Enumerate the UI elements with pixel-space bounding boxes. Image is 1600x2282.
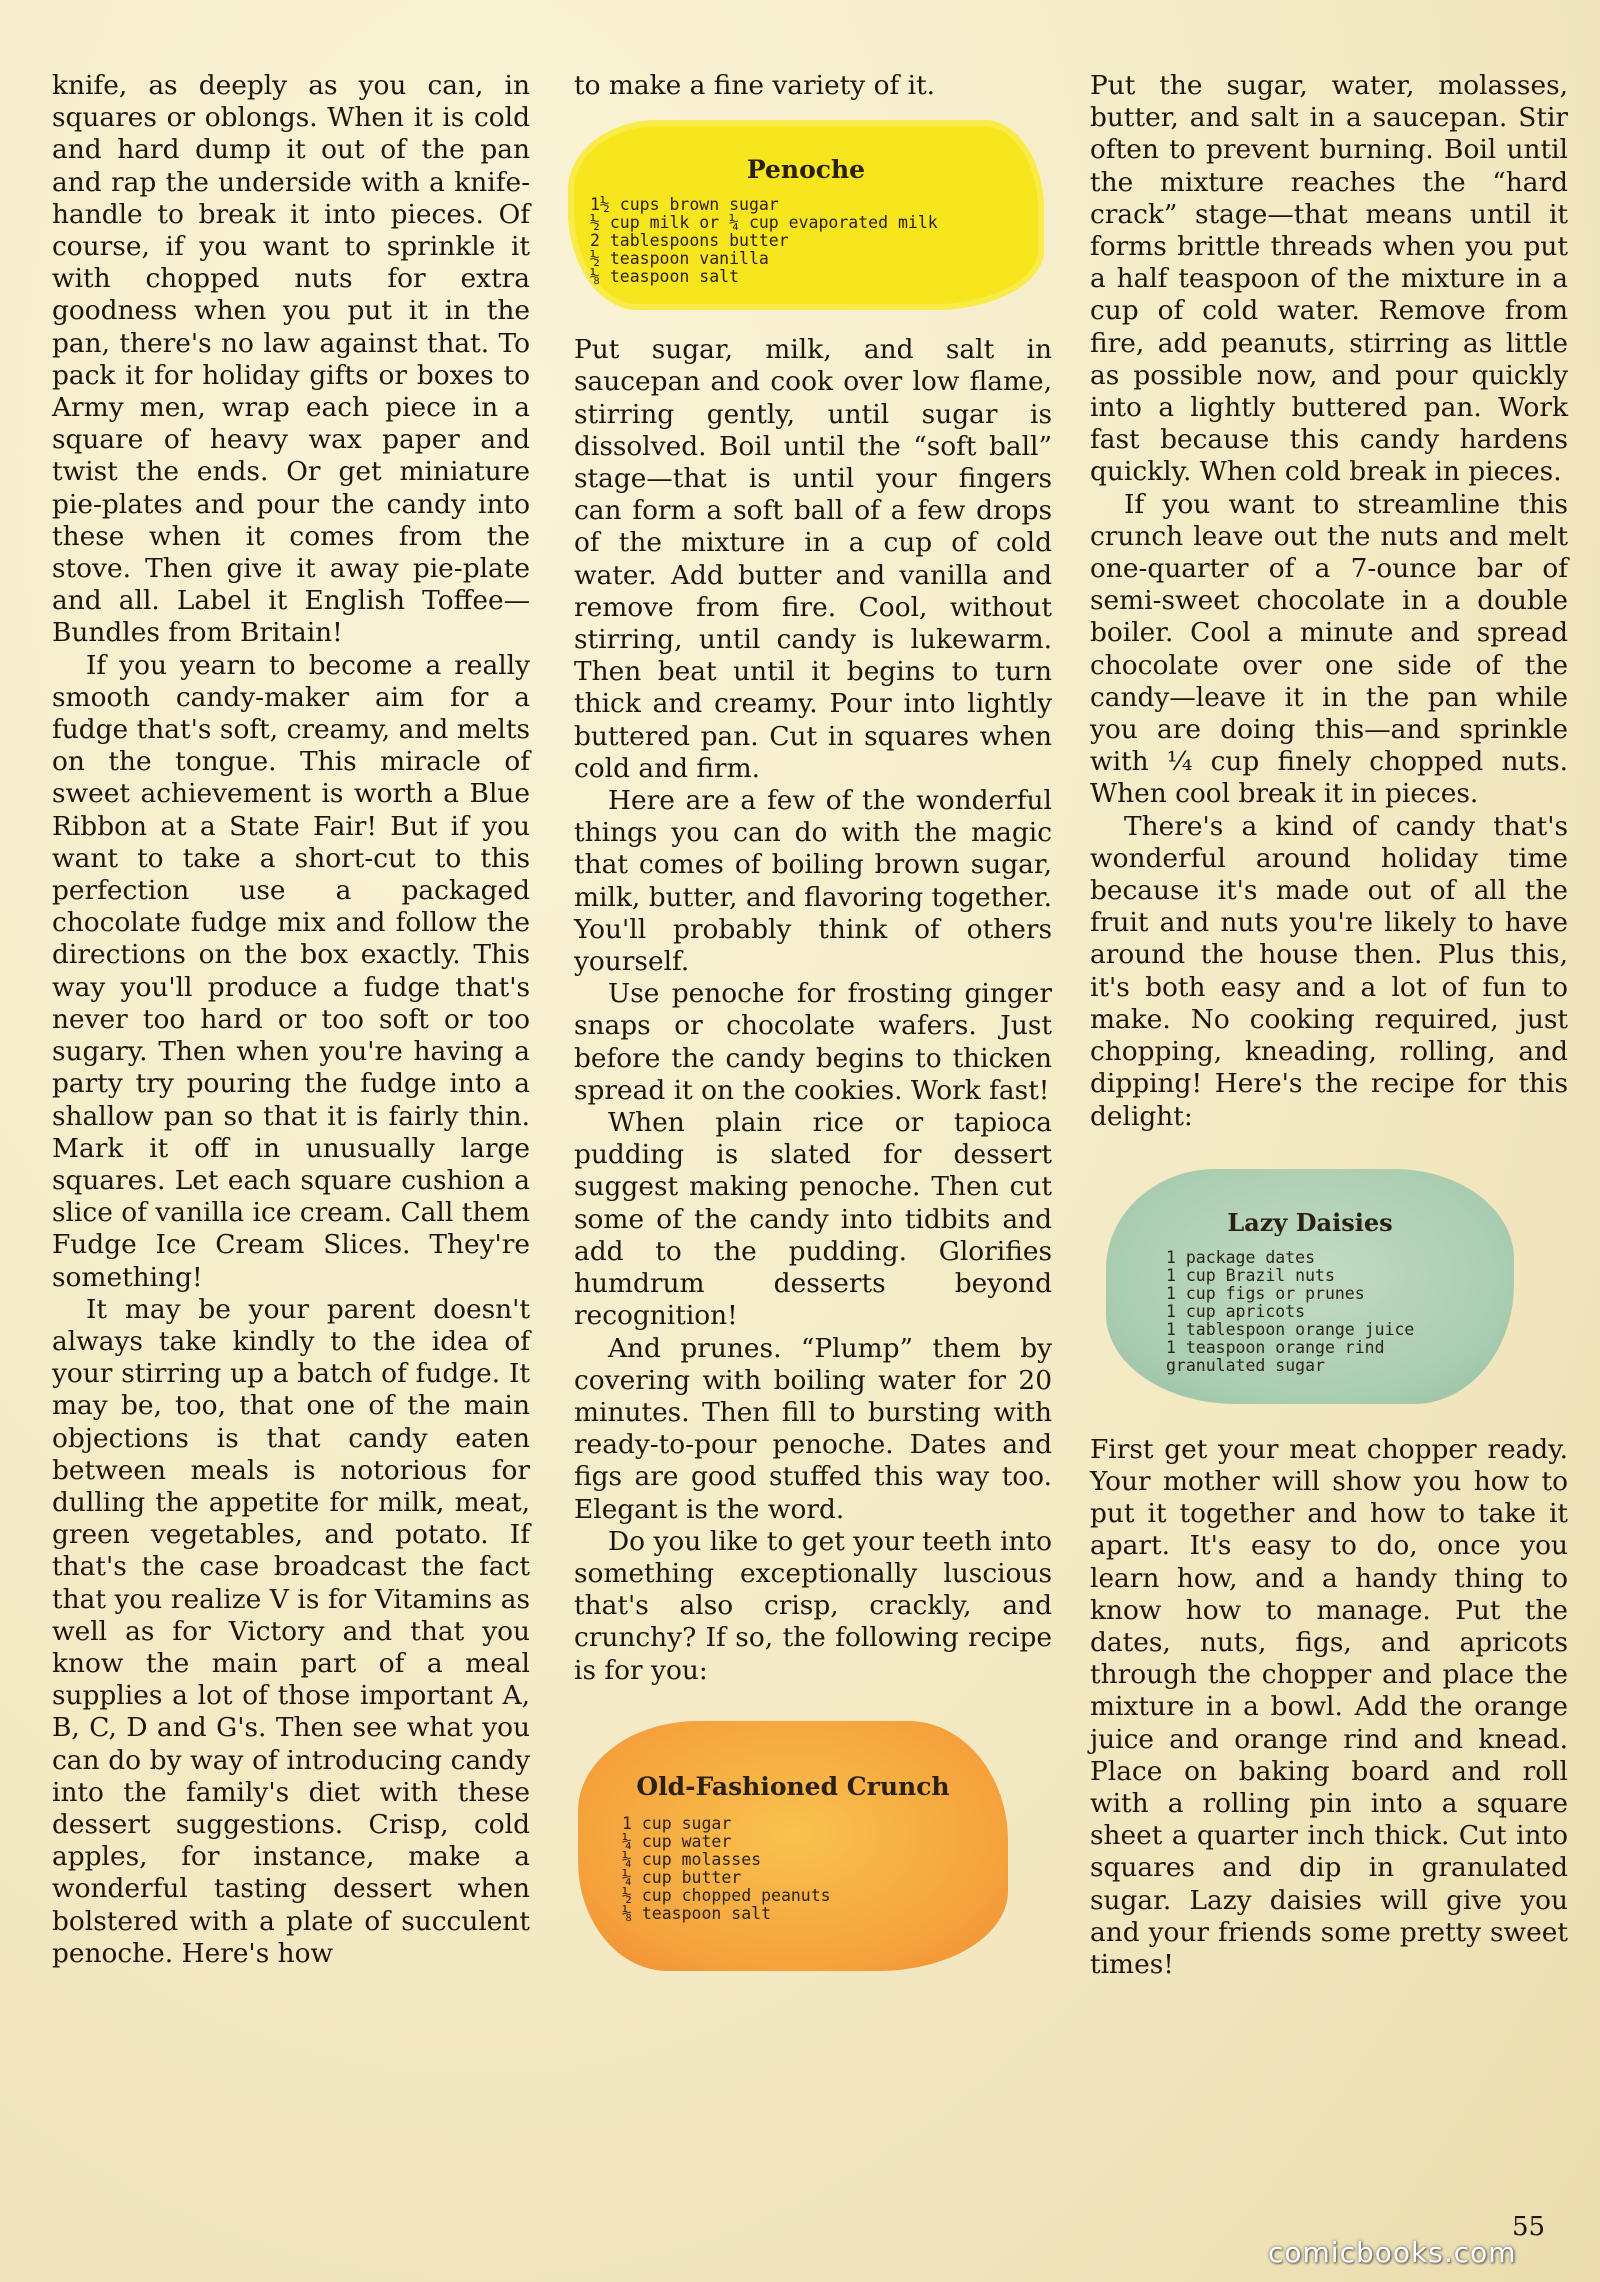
ingredient: 1 cup apricots (1166, 1301, 1306, 1321)
paragraph: If you want to streamline this crunch leave out the nuts and melt one-quarter of a 7-ounce bar of semi-sweet chocolate in a double boiler. Cool a minute and spread chocolate over one side of the candy—leave it in the pan while you are doing this—and sprinkle with ¼ cup finely chopped nuts. When cool break it in pieces. (1090, 488, 1568, 810)
ingredient-list (1166, 1249, 1514, 1375)
recipe-title: Lazy Daisies (1227, 1207, 1393, 1237)
recipe-card-crunch (578, 1721, 1008, 1971)
ingredient-list (622, 1815, 1008, 1923)
paragraph: Here are a few of the wonderful things you can do with the magic that comes of boiling brown sugar, milk, butter, and flavoring together. You'll probably think of others yourself. (574, 785, 1052, 978)
left-column (52, 70, 530, 1970)
paragraph: to make a fine variety of it. (574, 70, 936, 101)
paragraph: Put sugar, milk, and salt in saucepan and cook over low flame, stirring gently, until sugar is dissolved. Boil until the “soft ball” stage—that is until your fingers can form a soft ball of a few drops of the mixture in a cup of cold water. Add butter and vanilla and remove from fire. Cool, without stirring, until candy is lukewarm. Then beat until it begins to turn thick and creamy. Pour into lightly buttered pan. Cut in squares when cold and firm. (574, 334, 1052, 784)
ingredient: ¼ cup water (622, 1831, 732, 1851)
ingredient: 1 cup figs or prunes (1166, 1283, 1365, 1303)
ingredient: ¼ cup molasses (622, 1849, 762, 1869)
recipe-card-penoche (568, 120, 1044, 310)
recipe-title: Old-Fashioned Crunch (636, 1771, 950, 1801)
paragraph: There's a kind of candy that's wonderful around holiday time because it's made out of all the fruit and nuts you're likely to have around the house then. Plus this, it's both easy and a lot of fun to make. No cooking required, just chopping, kneading, rolling, and dipping! Here's the recipe for this delight: (1090, 810, 1568, 1132)
ingredient: ½ teaspoon vanilla (590, 249, 769, 269)
ingredient: ⅛ teaspoon salt (590, 267, 740, 287)
ingredient-list (590, 196, 1044, 286)
paragraph: Use penoche for frosting ginger snaps or chocolate wafers. Just before the candy begins to thicken spread it on the cookies. Work fast! (574, 978, 1052, 1106)
middle-column (574, 70, 1052, 1971)
paragraph: First get your meat chopper ready. Your mother will show you how to put it together and how to take it apart. It's easy to do, once you learn how, and a handy thing to know how to manage. Put the dates, nuts, figs, and apricots through the chopper and place the mixture in a bowl. Add the orange juice and orange rind and knead. Place on baking board and roll with a rolling pin into a square sheet a quarter inch thick. Cut into squares and dip in granulated sugar. Lazy daisies will give you and your friends some pretty sweet times! (1090, 1433, 1568, 1980)
paragraph: Do you like to get your teeth into something exceptionally luscious that's also crisp, crackly, and crunchy? If so, the following recipe is for you: (574, 1525, 1052, 1686)
watermark: comicbooks.com (1268, 2236, 1517, 2269)
right-column (1090, 70, 1568, 1981)
recipe-title: Penoche (746, 155, 866, 185)
paragraph: When plain rice or tapioca pudding is slated for dessert suggest making penoche. Then cut some of the candy into tidbits and add to the pudding. Glorifies humdrum desserts beyond recognition! (574, 1107, 1052, 1332)
ingredient: 1½ cups brown sugar (590, 195, 779, 215)
paragraph: And prunes. “Plump” them by covering with boiling water for 20 minutes. Then fill to bursting with ready-to-pour penoche. Dates and figs are good stuffed this way too. Elegant is the word. (574, 1332, 1052, 1525)
ingredient: 1 tablespoon orange juice (1166, 1319, 1415, 1339)
paragraph: knife, as deeply as you can, in squares or oblongs. When it is cold and hard dump it out of the pan and rap the underside with a knife-handle to break it into pieces. Of course, if you want to sprinkle it with chopped nuts for extra goodness when you put it in the pan, there's no law against that. To pack it for holiday gifts or boxes to Army men, wrap each piece in a square of heavy wax paper and twist the ends. Or get miniature pie-plates and pour the candy into these when it comes from the stove. Then give it away pie-plate and all. Label it English Toffee—Bundles from Britain! (52, 70, 530, 649)
recipe-card-lazy-daisies (1106, 1169, 1514, 1404)
ingredient: ⅛ teaspoon salt (622, 1903, 772, 1923)
ingredient: ½ cup milk or ¼ cup evaporated milk (590, 213, 938, 233)
ingredient: 1 cup sugar (622, 1813, 732, 1833)
ingredient: granulated sugar (1166, 1355, 1325, 1375)
ingredient: 2 tablespoons butter (590, 231, 789, 251)
ingredient: ¼ cup butter (622, 1867, 742, 1887)
ingredient: 1 cup Brazil nuts (1166, 1265, 1335, 1285)
paragraph: It may be your parent doesn't always take kindly to the idea of your stirring up a batch of fudge. It may be, too, that one of the main objections is that candy eaten between meals is notorious for dulling the appetite for milk, meat, green vegetables, and potato. If that's the case broadcast the fact that you realize V is for Vitamins as well as for Victory and that you know the main part of a meal supplies a lot of those important A, B, C, D and G's. Then see what you can do by way of introducing candy into the family's diet with these dessert suggestions. Crisp, cold apples, for instance, make a wonderful tasting dessert when bolstered with a plate of succulent penoche. Here's how (52, 1293, 530, 1969)
page-number: 55 (1512, 2212, 1546, 2242)
paragraph: If you yearn to become a really smooth candy-maker aim for a fudge that's soft, creamy, and melts on the tongue. This miracle of sweet achievement is worth a Blue Ribbon at a State Fair! But if you want to take a short-cut to this perfection use a packaged chocolate fudge mix and follow the directions on the box exactly. This way you'll produce a fudge that's never too hard or too soft or too sugary. Then when you're having a party try pouring the fudge into a shallow pan so that it is fairly thin. Mark it off in unusually large squares. Let each square cushion a slice of vanilla ice cream. Call them Fudge Ice Cream Slices. They're something! (52, 649, 530, 1293)
paragraph: Put the sugar, water, molasses, butter, and salt in a saucepan. Stir often to prevent burning. Boil until the mixture reaches the “hard crack” stage—that means until it forms brittle threads when you put a half teaspoon of the mixture in a cup of cold water. Remove from fire, add peanuts, stirring as little as possible now, and pour quickly into a lightly buttered pan. Work fast because this candy hardens quickly. When cold break in pieces. (1090, 70, 1568, 488)
ingredient: ½ cup chopped peanuts (622, 1885, 831, 1905)
ingredient: 1 teaspoon orange rind (1166, 1337, 1385, 1357)
ingredient: 1 package dates (1166, 1247, 1316, 1267)
